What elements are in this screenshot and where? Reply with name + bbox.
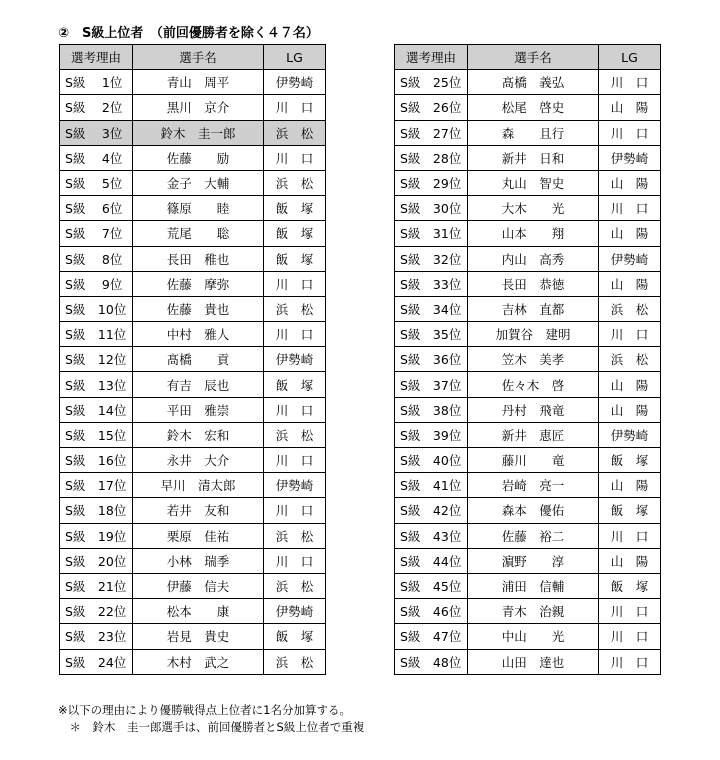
reason-cell: S級 44位 bbox=[395, 548, 468, 573]
name-cell: 丹村 飛竜 bbox=[468, 397, 599, 422]
name-cell: 丸山 智史 bbox=[468, 170, 599, 195]
table-row bbox=[395, 70, 661, 95]
reason-cell: S級 2位 bbox=[60, 95, 133, 120]
table-row bbox=[60, 372, 326, 397]
reason-cell: S級 33位 bbox=[395, 271, 468, 296]
footnote-line: ＊ 鈴木 圭一郎選手は、前回優勝者とS級上位者で重複 bbox=[58, 720, 365, 734]
name-cell: 加賀谷 建明 bbox=[468, 322, 599, 347]
reason-cell: S級 3位 bbox=[60, 120, 133, 145]
table-row bbox=[60, 599, 326, 624]
reason-cell: S級 41位 bbox=[395, 473, 468, 498]
lg-cell: 川 口 bbox=[264, 397, 326, 422]
name-cell: 伊藤 信夫 bbox=[133, 573, 264, 598]
table-row bbox=[60, 347, 326, 372]
table-row bbox=[395, 221, 661, 246]
name-cell: 栗原 佳祐 bbox=[133, 523, 264, 548]
lg-cell: 飯 塚 bbox=[264, 372, 326, 397]
footnote-line: ※以下の理由により優勝戦得点上位者に1名分加算する。 bbox=[58, 703, 351, 717]
header-lg: LG bbox=[599, 45, 661, 70]
table-row bbox=[395, 322, 661, 347]
lg-cell: 川 口 bbox=[264, 498, 326, 523]
header-name: 選手名 bbox=[468, 45, 599, 70]
lg-cell: 飯 塚 bbox=[599, 498, 661, 523]
name-cell: 松尾 啓史 bbox=[468, 95, 599, 120]
reason-cell: S級 10位 bbox=[60, 296, 133, 321]
table-row bbox=[60, 170, 326, 195]
table-row bbox=[395, 296, 661, 321]
name-cell: 森本 優佑 bbox=[468, 498, 599, 523]
table-row bbox=[395, 548, 661, 573]
lg-cell: 川 口 bbox=[599, 624, 661, 649]
name-cell: 中村 雅人 bbox=[133, 322, 264, 347]
lg-cell: 伊勢崎 bbox=[599, 246, 661, 271]
table-header-row bbox=[60, 45, 326, 70]
name-cell: 佐藤 裕二 bbox=[468, 523, 599, 548]
section-title: ② S級上位者 （前回優勝者を除く４７名） bbox=[58, 26, 319, 41]
name-cell: 佐藤 励 bbox=[133, 145, 264, 170]
reason-cell: S級 7位 bbox=[60, 221, 133, 246]
reason-cell: S級 31位 bbox=[395, 221, 468, 246]
name-cell: 大木 光 bbox=[468, 196, 599, 221]
table-row bbox=[60, 473, 326, 498]
lg-cell: 伊勢崎 bbox=[264, 599, 326, 624]
name-cell: 木村 武之 bbox=[133, 649, 264, 674]
lg-cell: 山 陽 bbox=[599, 548, 661, 573]
lg-cell: 浜 松 bbox=[599, 296, 661, 321]
name-cell: 松本 康 bbox=[133, 599, 264, 624]
lg-cell: 川 口 bbox=[599, 70, 661, 95]
table-row bbox=[60, 624, 326, 649]
reason-cell: S級 21位 bbox=[60, 573, 133, 598]
name-cell: 岩崎 亮一 bbox=[468, 473, 599, 498]
lg-cell: 伊勢崎 bbox=[599, 145, 661, 170]
reason-cell: S級 30位 bbox=[395, 196, 468, 221]
name-cell: 長田 恭徳 bbox=[468, 271, 599, 296]
reason-cell: S級 16位 bbox=[60, 448, 133, 473]
name-cell: 鈴木 宏和 bbox=[133, 422, 264, 447]
lg-cell: 川 口 bbox=[599, 649, 661, 674]
lg-cell: 浜 松 bbox=[264, 296, 326, 321]
reason-cell: S級 5位 bbox=[60, 170, 133, 195]
name-cell: 黒川 京介 bbox=[133, 95, 264, 120]
lg-cell: 川 口 bbox=[264, 95, 326, 120]
reason-cell: S級 1位 bbox=[60, 70, 133, 95]
reason-cell: S級 9位 bbox=[60, 271, 133, 296]
lg-cell: 山 陽 bbox=[599, 473, 661, 498]
lg-cell: 川 口 bbox=[264, 145, 326, 170]
name-cell: 青木 治親 bbox=[468, 599, 599, 624]
name-cell: 佐々木 啓 bbox=[468, 372, 599, 397]
table-row bbox=[395, 397, 661, 422]
table-row bbox=[60, 422, 326, 447]
lg-cell: 浜 松 bbox=[264, 573, 326, 598]
lg-cell: 川 口 bbox=[599, 523, 661, 548]
lg-cell: 川 口 bbox=[599, 120, 661, 145]
header-lg: LG bbox=[264, 45, 326, 70]
header-reason: 選考理由 bbox=[60, 45, 133, 70]
lg-cell: 飯 塚 bbox=[264, 196, 326, 221]
lg-cell: 飯 塚 bbox=[264, 221, 326, 246]
name-cell: 平田 雅崇 bbox=[133, 397, 264, 422]
name-cell: 永井 大介 bbox=[133, 448, 264, 473]
header-reason: 選考理由 bbox=[395, 45, 468, 70]
reason-cell: S級 6位 bbox=[60, 196, 133, 221]
table-row bbox=[395, 498, 661, 523]
reason-cell: S級 20位 bbox=[60, 548, 133, 573]
lg-cell: 川 口 bbox=[264, 548, 326, 573]
table-row bbox=[60, 448, 326, 473]
lg-cell: 山 陽 bbox=[599, 372, 661, 397]
lg-cell: 伊勢崎 bbox=[264, 473, 326, 498]
name-cell: 中山 光 bbox=[468, 624, 599, 649]
name-cell: 山田 達也 bbox=[468, 649, 599, 674]
reason-cell: S級 13位 bbox=[60, 372, 133, 397]
lg-cell: 浜 松 bbox=[264, 649, 326, 674]
reason-cell: S級 28位 bbox=[395, 145, 468, 170]
table-row bbox=[60, 246, 326, 271]
reason-cell: S級 29位 bbox=[395, 170, 468, 195]
lg-cell: 山 陽 bbox=[599, 221, 661, 246]
table-row bbox=[60, 221, 326, 246]
table-row bbox=[395, 422, 661, 447]
reason-cell: S級 15位 bbox=[60, 422, 133, 447]
lg-cell: 山 陽 bbox=[599, 397, 661, 422]
table-row bbox=[60, 523, 326, 548]
lg-cell: 飯 塚 bbox=[264, 246, 326, 271]
name-cell: 濵野 淳 bbox=[468, 548, 599, 573]
table-row bbox=[60, 196, 326, 221]
table-row bbox=[60, 498, 326, 523]
reason-cell: S級 23位 bbox=[60, 624, 133, 649]
lg-cell: 川 口 bbox=[599, 196, 661, 221]
name-cell: 若井 友和 bbox=[133, 498, 264, 523]
name-cell: 新井 日和 bbox=[468, 145, 599, 170]
table-row bbox=[60, 649, 326, 674]
table-header-row bbox=[395, 45, 661, 70]
reason-cell: S級 42位 bbox=[395, 498, 468, 523]
reason-cell: S級 19位 bbox=[60, 523, 133, 548]
lg-cell: 川 口 bbox=[599, 599, 661, 624]
lg-cell: 川 口 bbox=[264, 322, 326, 347]
lg-cell: 山 陽 bbox=[599, 271, 661, 296]
name-cell: 早川 清太郎 bbox=[133, 473, 264, 498]
name-cell: 髙橋 貢 bbox=[133, 347, 264, 372]
footnotes bbox=[58, 702, 364, 736]
table-row bbox=[60, 397, 326, 422]
name-cell: 青山 周平 bbox=[133, 70, 264, 95]
name-cell: 森 且行 bbox=[468, 120, 599, 145]
name-cell: 笠木 美孝 bbox=[468, 347, 599, 372]
name-cell: 浦田 信輔 bbox=[468, 573, 599, 598]
table-row bbox=[60, 70, 326, 95]
lg-cell: 伊勢崎 bbox=[264, 347, 326, 372]
reason-cell: S級 39位 bbox=[395, 422, 468, 447]
table-row bbox=[395, 372, 661, 397]
reason-cell: S級 17位 bbox=[60, 473, 133, 498]
lg-cell: 山 陽 bbox=[599, 170, 661, 195]
name-cell: 岩見 貴史 bbox=[133, 624, 264, 649]
reason-cell: S級 24位 bbox=[60, 649, 133, 674]
name-cell: 髙橋 義弘 bbox=[468, 70, 599, 95]
ranking-table-left bbox=[59, 44, 326, 675]
reason-cell: S級 4位 bbox=[60, 145, 133, 170]
table-row bbox=[395, 347, 661, 372]
ranking-table-right bbox=[394, 44, 661, 675]
table-row bbox=[395, 473, 661, 498]
reason-cell: S級 35位 bbox=[395, 322, 468, 347]
reason-cell: S級 14位 bbox=[60, 397, 133, 422]
lg-cell: 川 口 bbox=[264, 271, 326, 296]
table-row bbox=[395, 246, 661, 271]
table-row bbox=[60, 322, 326, 347]
reason-cell: S級 40位 bbox=[395, 448, 468, 473]
table-row bbox=[395, 599, 661, 624]
name-cell: 山本 翔 bbox=[468, 221, 599, 246]
table-row bbox=[60, 548, 326, 573]
lg-cell: 伊勢崎 bbox=[599, 422, 661, 447]
table-row bbox=[395, 624, 661, 649]
table-row bbox=[395, 95, 661, 120]
table-row bbox=[60, 145, 326, 170]
lg-cell: 山 陽 bbox=[599, 95, 661, 120]
reason-cell: S級 12位 bbox=[60, 347, 133, 372]
table-row bbox=[60, 271, 326, 296]
table-row bbox=[60, 120, 326, 145]
table-row bbox=[395, 120, 661, 145]
name-cell: 小林 瑞季 bbox=[133, 548, 264, 573]
lg-cell: 川 口 bbox=[599, 322, 661, 347]
table-row bbox=[395, 649, 661, 674]
table-row bbox=[395, 523, 661, 548]
name-cell: 鈴木 圭一郎 bbox=[133, 120, 264, 145]
table-row bbox=[60, 573, 326, 598]
name-cell: 内山 高秀 bbox=[468, 246, 599, 271]
lg-cell: 浜 松 bbox=[264, 422, 326, 447]
table-row bbox=[395, 271, 661, 296]
name-cell: 荒尾 聡 bbox=[133, 221, 264, 246]
name-cell: 金子 大輔 bbox=[133, 170, 264, 195]
table-row bbox=[60, 296, 326, 321]
lg-cell: 飯 塚 bbox=[599, 573, 661, 598]
lg-cell: 浜 松 bbox=[599, 347, 661, 372]
lg-cell: 浜 松 bbox=[264, 170, 326, 195]
lg-cell: 浜 松 bbox=[264, 523, 326, 548]
reason-cell: S級 32位 bbox=[395, 246, 468, 271]
reason-cell: S級 18位 bbox=[60, 498, 133, 523]
reason-cell: S級 22位 bbox=[60, 599, 133, 624]
table-row bbox=[395, 196, 661, 221]
name-cell: 吉林 直都 bbox=[468, 296, 599, 321]
name-cell: 長田 稚也 bbox=[133, 246, 264, 271]
name-cell: 佐藤 貴也 bbox=[133, 296, 264, 321]
table-row bbox=[60, 95, 326, 120]
table-row bbox=[395, 145, 661, 170]
name-cell: 藤川 竜 bbox=[468, 448, 599, 473]
table-row bbox=[395, 448, 661, 473]
reason-cell: S級 48位 bbox=[395, 649, 468, 674]
table-row bbox=[395, 573, 661, 598]
table-row bbox=[395, 170, 661, 195]
reason-cell: S級 8位 bbox=[60, 246, 133, 271]
reason-cell: S級 36位 bbox=[395, 347, 468, 372]
reason-cell: S級 38位 bbox=[395, 397, 468, 422]
lg-cell: 伊勢崎 bbox=[264, 70, 326, 95]
name-cell: 新井 恵匠 bbox=[468, 422, 599, 447]
reason-cell: S級 11位 bbox=[60, 322, 133, 347]
lg-cell: 浜 松 bbox=[264, 120, 326, 145]
reason-cell: S級 47位 bbox=[395, 624, 468, 649]
header-name: 選手名 bbox=[133, 45, 264, 70]
reason-cell: S級 45位 bbox=[395, 573, 468, 598]
reason-cell: S級 34位 bbox=[395, 296, 468, 321]
name-cell: 篠原 睦 bbox=[133, 196, 264, 221]
name-cell: 有吉 辰也 bbox=[133, 372, 264, 397]
reason-cell: S級 37位 bbox=[395, 372, 468, 397]
name-cell: 佐藤 摩弥 bbox=[133, 271, 264, 296]
reason-cell: S級 43位 bbox=[395, 523, 468, 548]
lg-cell: 川 口 bbox=[264, 448, 326, 473]
lg-cell: 飯 塚 bbox=[599, 448, 661, 473]
reason-cell: S級 25位 bbox=[395, 70, 468, 95]
lg-cell: 飯 塚 bbox=[264, 624, 326, 649]
reason-cell: S級 46位 bbox=[395, 599, 468, 624]
reason-cell: S級 27位 bbox=[395, 120, 468, 145]
reason-cell: S級 26位 bbox=[395, 95, 468, 120]
